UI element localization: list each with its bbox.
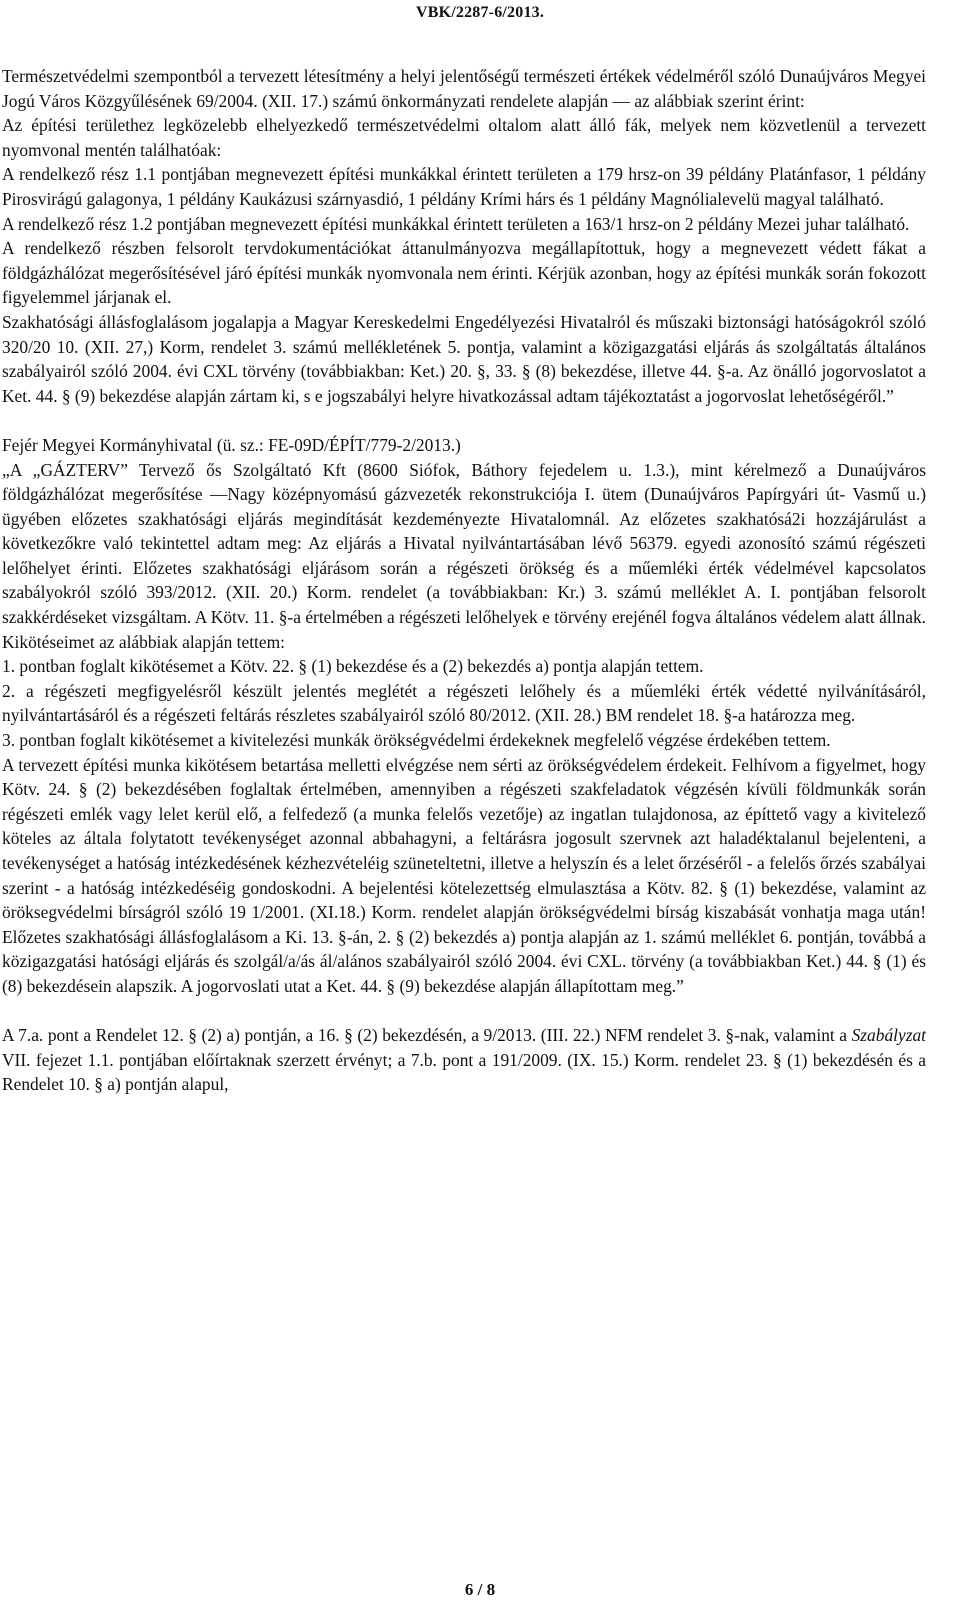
- paragraph-condition-2: 2. a régészeti megfigyelésről készült jelentés meglétét a régészeti lelőhely és a műemléki érték védetté nyilvánításáról, nyilvántartásáról és a régészeti feltárás részletes szabályairól szóló 80/2012. (XII. 28.) BM rendelet 18. §-a határozza meg.: [2, 680, 926, 726]
- paragraph-legal-reasoning-part-b: VII. fejezet 1.1. pontjában előírtaknak szerzett érvényt; a 7.b. pont a 191/2009. (IX. 15.) Korm. rendelet 23. § (1) bekezdésén és a Rendelet 10. § a) pontján alapul,: [2, 1049, 926, 1095]
- paragraph-condition-3: 3. pontban foglalt kikötésemet a kivitelezési munkák örökségvédelmi érdekeknek megfelelő végzése érdekében tettem.: [2, 730, 831, 751]
- paragraph-nature-protection: Természetvédelmi szempontból a tervezett létesítmény a helyi jelentőségű természeti értékek védelméről szóló Dunaújváros Megyei Jogú Város Közgyűlésének 69/2004. (XII. 17.) számú önkormányzati rendelete alapján ― az alábbiak szerint érint:: [2, 66, 926, 111]
- paragraph-condition-1: 1. pontban foglalt kikötésemet a Kötv. 22. § (1) bekezdése és a (2) bekezdés a) pontja alapján tettem.: [2, 656, 704, 677]
- page-number: 6 / 8: [464, 1580, 496, 1599]
- paragraph-protected-trees-intro: Az építési területhez legközelebb elhelyezkedő természetvédelmi oltalom alatt álló fák, melyek nem közvetlenül a tervezett nyomvonal mentén találhatóak:: [2, 115, 926, 160]
- spacer: [2, 999, 926, 1024]
- document-reference-header: VBK/2287-6/2013.: [415, 4, 545, 21]
- paragraph-legal-reasoning-part-a: A 7.a. pont a Rendelet 12. § (2) a) pontján, a 16. § (2) bekezdésén, a 9/2013. (III. 22.) NFM rendelet 3. §-nak, valamint a: [2, 1025, 852, 1046]
- document-body: [2, 64, 926, 1097]
- paragraph-authority-ref: Fejér Megyei Kormányhivatal (ü. sz.: FE-09D/ÉPÍT/779-2/2013.): [2, 434, 461, 455]
- paragraph-heritage-notice: A tervezett építési munka kikötésem betartása melletti elvégzése nem sérti az örökségvédelem érdekeit. Felhívom a figyelmet, hogy Kötv. 24. § (2) bekezdésében foglaltak értelmében, amennyiben a régészeti szakfeladatok végzésén kívüli földmunkák során régészeti emlék vagy lelet kerül elő, a felfedező (a munka felelős vezetője) az ingatlan tulajdonosa, az építtető vagy a kivitelező köteles az általa folytatott tevékenységet azonnal abbahagyni, a feltárásra jogosult szervnek azt haladéktalanul bejelenteni, a tevékenységet a hatóság intézkedésének kézhezvételéig szüneteltetni, illetve a helyszín és a lelet őrzéséről - a felelős őrzés szabályai szerint - a hatóság intézkedéséig gondoskodni. A bejelentési kötelezettség elmulasztása a Kötv. 82. § (1) bekezdése, valamint az öröksegvédelmi bírságról szóló 19 1/2001. (XI.18.) Korm. rendelet alapján örökségvédelmi bírság kiszabását vonhatja maga után! Előzetes szakhatósági állásfoglalásom a Ki. 13. §-án, 2. § (2) bekezdés a) pontja alapján az 1. számú melléklet 6. pontján, továbbá a közigazgatási hatósági eljárás és szolgál/a/ás ál/alános szabályairól szóló 2004. évi CXL. törvény (a továbbiakban Ket.) 44. § (1) és (8) bekezdésein alapszik. A jogorvoslati utat a Ket. 44. § (9) bekezdése alapján állapítottam meg.”: [2, 754, 926, 996]
- paragraph-archaeology-request: „A „GÁZTERV” Tervező ős Szolgáltató Kft (8600 Siófok, Báthory fejedelem u. 1.3.), mint kérelmező a Dunaújváros földgázhálózat megerősítése ―Nagy középnyomású gázvezeték rekonstrukciója I. ütem (Dunaújváros Papírgyári út- Vasmű u.) ügyében előzetes szakhatósági eljárás megindítását kezdeményezte Hivatalomnál. Az előzetes szakhatósá2i hozzájárulást a következőkre való tekintettel adtam meg: Az eljárás a Hivatal nyilvántartásában lévő 56379. egyedi azonosító számú régészeti lelőhelyet érinti. Előzetes szakhatósági eljárásom során a régészeti örökség és a műemléki érték védelmével kapcsolatos szabályokról szóló 393/2012. (XII. 20.) Korm. rendelet (a továbbiakban: Kr.) 3. számú melléklet A. I. pontjában felsorolt szakkérdéseket vizsgáltam. A Kötv. 11. §-a értelmében a régészeti lelőhelyek e törvény erejénél fogva általános védelem alatt állnak. Kikötéseimet az alábbiak alapján tettem:: [2, 459, 926, 652]
- paragraph-review-findings: A rendelkező részben felsorolt tervdokumentációkat áttanulmányozva megállapítottuk, hogy a megnevezett védett fákat a földgázhálózat megerősítésével járó építési munkák nyomvonala nem érinti. Kérjük azonban, hogy az építési munkák során fokozott figyelemmel járjanak el.: [2, 238, 926, 308]
- paragraph-trees-179: A rendelkező rész 1.1 pontjában megnevezett építési munkákkal érintett területen a 179 hrsz-on 39 példány Platánfasor, 1 példány Pirosvirágú galagonya, 1 példány Kaukázusi szárnyasdió, 1 példány Krími hárs és 1 példány Magnólialevelü magyal található.: [2, 164, 926, 209]
- paragraph-legal-basis: Szakhatósági állásfoglalásom jogalapja a Magyar Kereskedelmi Engedélyezési Hivatalról és műszaki biztonsági hatóságokról szóló 320/20 10. (XII. 27,) Korm, rendelet 3. számú mellékletének 5. pontja, valamint a közigazgatási eljárás ás szolgáltatás általános szabályairól szóló 2004. évi CXL törvény (továbbiakban: Ket.) 20. §, 33. § (8) bekezdése, illetve 44. §-a. Az önálló jogorvoslatot a Ket. 44. § (9) bekezdése alapján zártam ki, s e jogszabályi helyre hivatkozással adtam tájékoztatást a jogorvoslat lehetőségéről.”: [2, 311, 926, 406]
- spacer: [2, 408, 926, 433]
- paragraph-trees-163-1: A rendelkező rész 1.2 pontjában megnevezett építési munkákkal érintett területen a 163/1 hrsz-on 2 példány Mezei juhar található.: [2, 213, 910, 234]
- regulation-title-italic: Szabályzat: [851, 1025, 926, 1046]
- paragraph-legal-reasoning: [2, 1023, 926, 1097]
